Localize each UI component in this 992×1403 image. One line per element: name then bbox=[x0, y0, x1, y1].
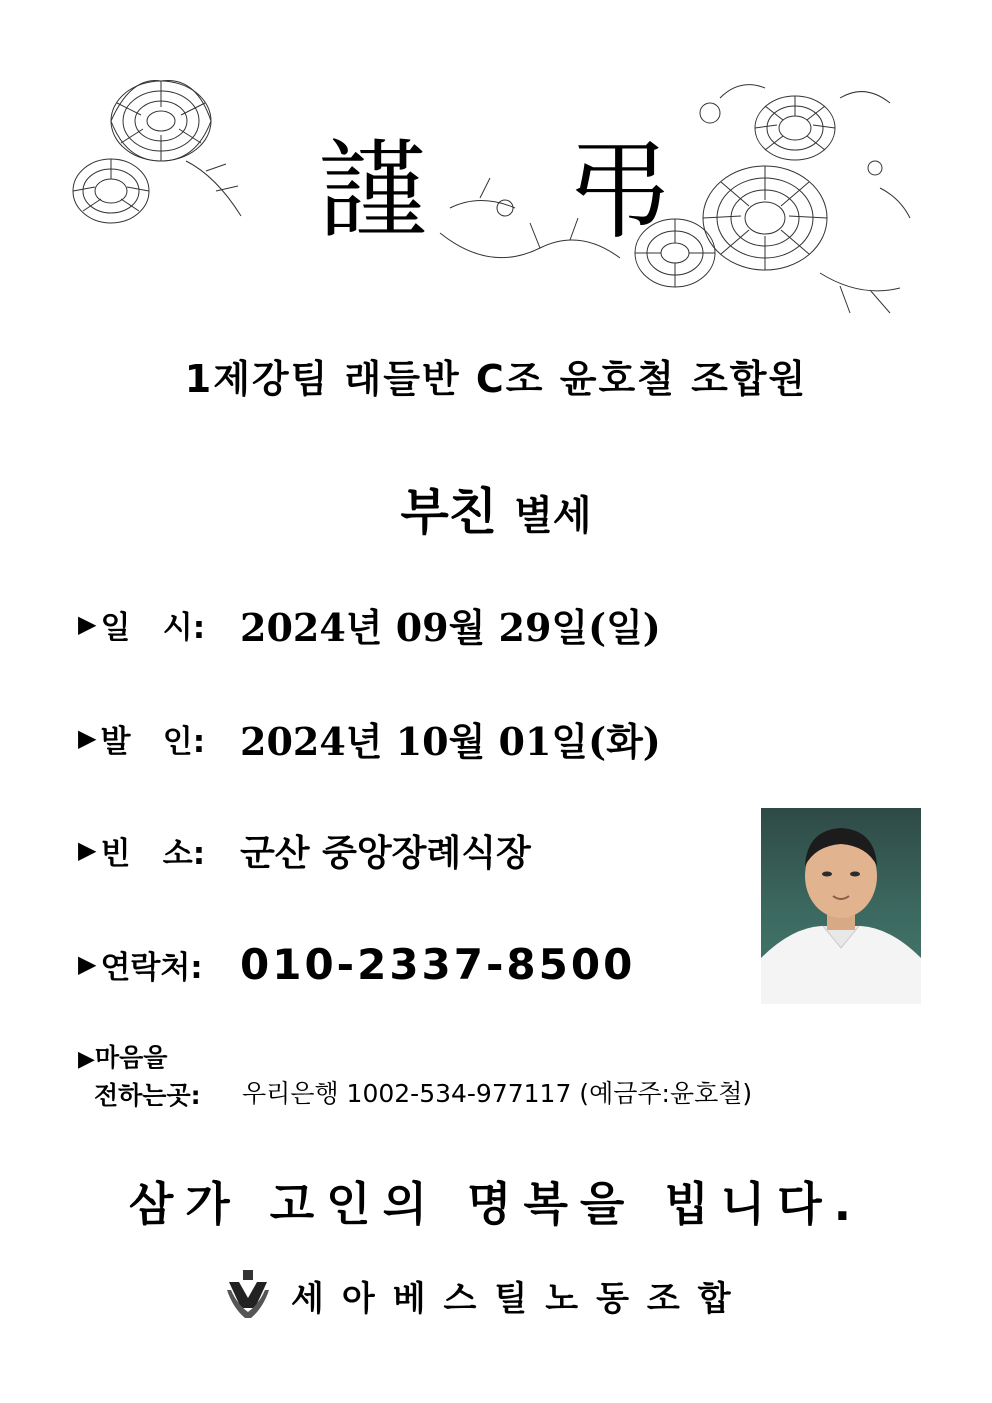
bullet-icon: ▶ bbox=[78, 836, 97, 864]
bullet-icon: ▶ bbox=[78, 950, 97, 978]
donation-label-line1: 마음을 bbox=[94, 1043, 168, 1072]
headline bbox=[0, 472, 992, 544]
heading-char-1: 謹 bbox=[318, 129, 427, 254]
bank-account: 우리은행 1002-534-977117 (예금주:윤호철) bbox=[242, 1079, 753, 1108]
detail-row-funeral bbox=[78, 708, 661, 768]
detail-row-venue bbox=[78, 820, 531, 880]
detail-value: 2024년 09월 29일(일) bbox=[240, 604, 661, 650]
donation-label-line2: 전하는곳: bbox=[94, 1081, 201, 1110]
contact-phone: 010-2337-8500 bbox=[240, 939, 636, 989]
portrait-illustration bbox=[761, 808, 921, 1004]
bullet-icon: ▶ bbox=[78, 724, 97, 752]
detail-row-date bbox=[78, 594, 661, 654]
union-signature bbox=[225, 1268, 749, 1322]
detail-label: 연락처: bbox=[100, 949, 203, 986]
detail-row-contact bbox=[78, 934, 635, 994]
headline-relation: 부친 bbox=[400, 483, 498, 541]
union-logo-icon bbox=[225, 1268, 271, 1322]
donation-row bbox=[78, 1040, 752, 1114]
condolence-heading bbox=[0, 122, 992, 262]
bullet-icon: ▶ bbox=[78, 1047, 95, 1072]
detail-value: 군산 중앙장례식장 bbox=[240, 832, 531, 874]
detail-value: 2024년 10월 01일(화) bbox=[240, 718, 661, 764]
member-line: 1제강팀 래들반 C조 윤호철 조합원 bbox=[184, 357, 808, 401]
union-name: 세아베스틸노동조합 bbox=[291, 1278, 749, 1319]
portrait-photo bbox=[761, 808, 921, 1004]
headline-status: 별세 bbox=[514, 493, 592, 539]
detail-label: 발 인: bbox=[100, 723, 206, 760]
heading-char-2: 弔 bbox=[565, 129, 674, 254]
detail-label: 빈 소: bbox=[100, 835, 206, 872]
closing-message: 삼가 고인의 명복을 빕니다. bbox=[128, 1177, 864, 1231]
detail-label: 일 시: bbox=[100, 609, 206, 646]
bullet-icon: ▶ bbox=[78, 610, 97, 638]
